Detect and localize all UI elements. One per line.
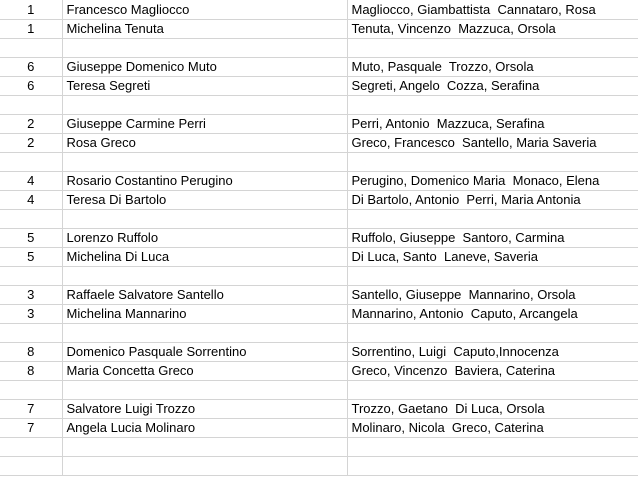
- table-row: [0, 171, 638, 190]
- cell-spouse-name[interactable]: [62, 456, 347, 475]
- table-row: [0, 456, 638, 475]
- cell-spouse-name[interactable]: Giuseppe Domenico Muto: [62, 57, 347, 76]
- cell-group-number[interactable]: [0, 38, 62, 57]
- cell-spouse-name[interactable]: [62, 209, 347, 228]
- table-row: [0, 209, 638, 228]
- cell-parents[interactable]: Ruffolo, Giuseppe Santoro, Carmina: [347, 228, 638, 247]
- cell-spouse-name[interactable]: [62, 152, 347, 171]
- cell-parents[interactable]: Perri, Antonio Mazzuca, Serafina: [347, 114, 638, 133]
- cell-group-number[interactable]: [0, 152, 62, 171]
- cell-parents[interactable]: Segreti, Angelo Cozza, Serafina: [347, 76, 638, 95]
- cell-group-number[interactable]: 7: [0, 399, 62, 418]
- table-row: [0, 19, 638, 38]
- cell-parents[interactable]: Mannarino, Antonio Caputo, Arcangela: [347, 304, 638, 323]
- cell-spouse-name[interactable]: Teresa Di Bartolo: [62, 190, 347, 209]
- cell-spouse-name[interactable]: Michelina Tenuta: [62, 19, 347, 38]
- cell-parents[interactable]: Trozzo, Gaetano Di Luca, Orsola: [347, 399, 638, 418]
- cell-spouse-name[interactable]: Michelina Mannarino: [62, 304, 347, 323]
- cell-parents[interactable]: Greco, Francesco Santello, Maria Saveria: [347, 133, 638, 152]
- cell-spouse-name[interactable]: Domenico Pasquale Sorrentino: [62, 342, 347, 361]
- cell-spouse-name[interactable]: Salvatore Luigi Trozzo: [62, 399, 347, 418]
- cell-spouse-name[interactable]: [62, 437, 347, 456]
- cell-spouse-name[interactable]: Lorenzo Ruffolo: [62, 228, 347, 247]
- cell-spouse-name[interactable]: Rosa Greco: [62, 133, 347, 152]
- cell-group-number[interactable]: [0, 437, 62, 456]
- cell-parents[interactable]: Muto, Pasquale Trozzo, Orsola: [347, 57, 638, 76]
- cell-parents[interactable]: Di Bartolo, Antonio Perri, Maria Antonia: [347, 190, 638, 209]
- cell-parents[interactable]: Greco, Vincenzo Baviera, Caterina: [347, 361, 638, 380]
- cell-spouse-name[interactable]: Francesco Magliocco: [62, 0, 347, 19]
- cell-parents[interactable]: Di Luca, Santo Laneve, Saveria: [347, 247, 638, 266]
- cell-spouse-name[interactable]: Raffaele Salvatore Santello: [62, 285, 347, 304]
- table-row: [0, 399, 638, 418]
- table-row: [0, 114, 638, 133]
- cell-group-number[interactable]: 3: [0, 285, 62, 304]
- cell-spouse-name[interactable]: [62, 38, 347, 57]
- cell-group-number[interactable]: 6: [0, 76, 62, 95]
- cell-parents[interactable]: Sorrentino, Luigi Caputo,Innocenza: [347, 342, 638, 361]
- cell-group-number[interactable]: [0, 456, 62, 475]
- cell-spouse-name[interactable]: [62, 323, 347, 342]
- cell-group-number[interactable]: 1: [0, 19, 62, 38]
- cell-parents[interactable]: [347, 209, 638, 228]
- cell-parents[interactable]: Perugino, Domenico Maria Monaco, Elena: [347, 171, 638, 190]
- cell-parents[interactable]: [347, 380, 638, 399]
- table-row: [0, 95, 638, 114]
- cell-group-number[interactable]: 7: [0, 418, 62, 437]
- table-row: [0, 285, 638, 304]
- cell-spouse-name[interactable]: Giuseppe Carmine Perri: [62, 114, 347, 133]
- table-row: [0, 361, 638, 380]
- cell-group-number[interactable]: 5: [0, 247, 62, 266]
- table-row: [0, 380, 638, 399]
- cell-group-number[interactable]: [0, 380, 62, 399]
- cell-parents[interactable]: Tenuta, Vincenzo Mazzuca, Orsola: [347, 19, 638, 38]
- table-row: [0, 418, 638, 437]
- table-row: [0, 437, 638, 456]
- cell-group-number[interactable]: 8: [0, 361, 62, 380]
- cell-group-number[interactable]: 2: [0, 133, 62, 152]
- table-row: [0, 76, 638, 95]
- cell-spouse-name[interactable]: [62, 380, 347, 399]
- table-row: [0, 190, 638, 209]
- cell-group-number[interactable]: [0, 209, 62, 228]
- cell-spouse-name[interactable]: Rosario Costantino Perugino: [62, 171, 347, 190]
- cell-parents[interactable]: [347, 323, 638, 342]
- table-row: [0, 38, 638, 57]
- cell-parents[interactable]: Magliocco, Giambattista Cannataro, Rosa: [347, 0, 638, 19]
- cell-parents[interactable]: [347, 437, 638, 456]
- cell-group-number[interactable]: [0, 323, 62, 342]
- cell-parents[interactable]: [347, 152, 638, 171]
- table-row: [0, 133, 638, 152]
- cell-parents[interactable]: Santello, Giuseppe Mannarino, Orsola: [347, 285, 638, 304]
- cell-parents[interactable]: [347, 95, 638, 114]
- cell-group-number[interactable]: 1: [0, 0, 62, 19]
- table-row: [0, 266, 638, 285]
- cell-parents[interactable]: Molinaro, Nicola Greco, Caterina: [347, 418, 638, 437]
- cell-group-number[interactable]: 4: [0, 171, 62, 190]
- cell-group-number[interactable]: 6: [0, 57, 62, 76]
- cell-parents[interactable]: [347, 266, 638, 285]
- table-row: [0, 152, 638, 171]
- cell-group-number[interactable]: 8: [0, 342, 62, 361]
- cell-group-number[interactable]: 4: [0, 190, 62, 209]
- cell-spouse-name[interactable]: Maria Concetta Greco: [62, 361, 347, 380]
- cell-group-number[interactable]: 5: [0, 228, 62, 247]
- table-row: [0, 57, 638, 76]
- table-row: [0, 0, 638, 19]
- table-row: [0, 304, 638, 323]
- table-row: [0, 228, 638, 247]
- cell-spouse-name[interactable]: Michelina Di Luca: [62, 247, 347, 266]
- cell-spouse-name[interactable]: [62, 266, 347, 285]
- cell-group-number[interactable]: 3: [0, 304, 62, 323]
- cell-group-number[interactable]: [0, 266, 62, 285]
- cell-spouse-name[interactable]: Teresa Segreti: [62, 76, 347, 95]
- cell-parents[interactable]: [347, 456, 638, 475]
- cell-spouse-name[interactable]: Angela Lucia Molinaro: [62, 418, 347, 437]
- cell-group-number[interactable]: 2: [0, 114, 62, 133]
- cell-parents[interactable]: [347, 38, 638, 57]
- table-row: [0, 342, 638, 361]
- table-row: [0, 323, 638, 342]
- cell-group-number[interactable]: [0, 95, 62, 114]
- cell-spouse-name[interactable]: [62, 95, 347, 114]
- table-row: [0, 247, 638, 266]
